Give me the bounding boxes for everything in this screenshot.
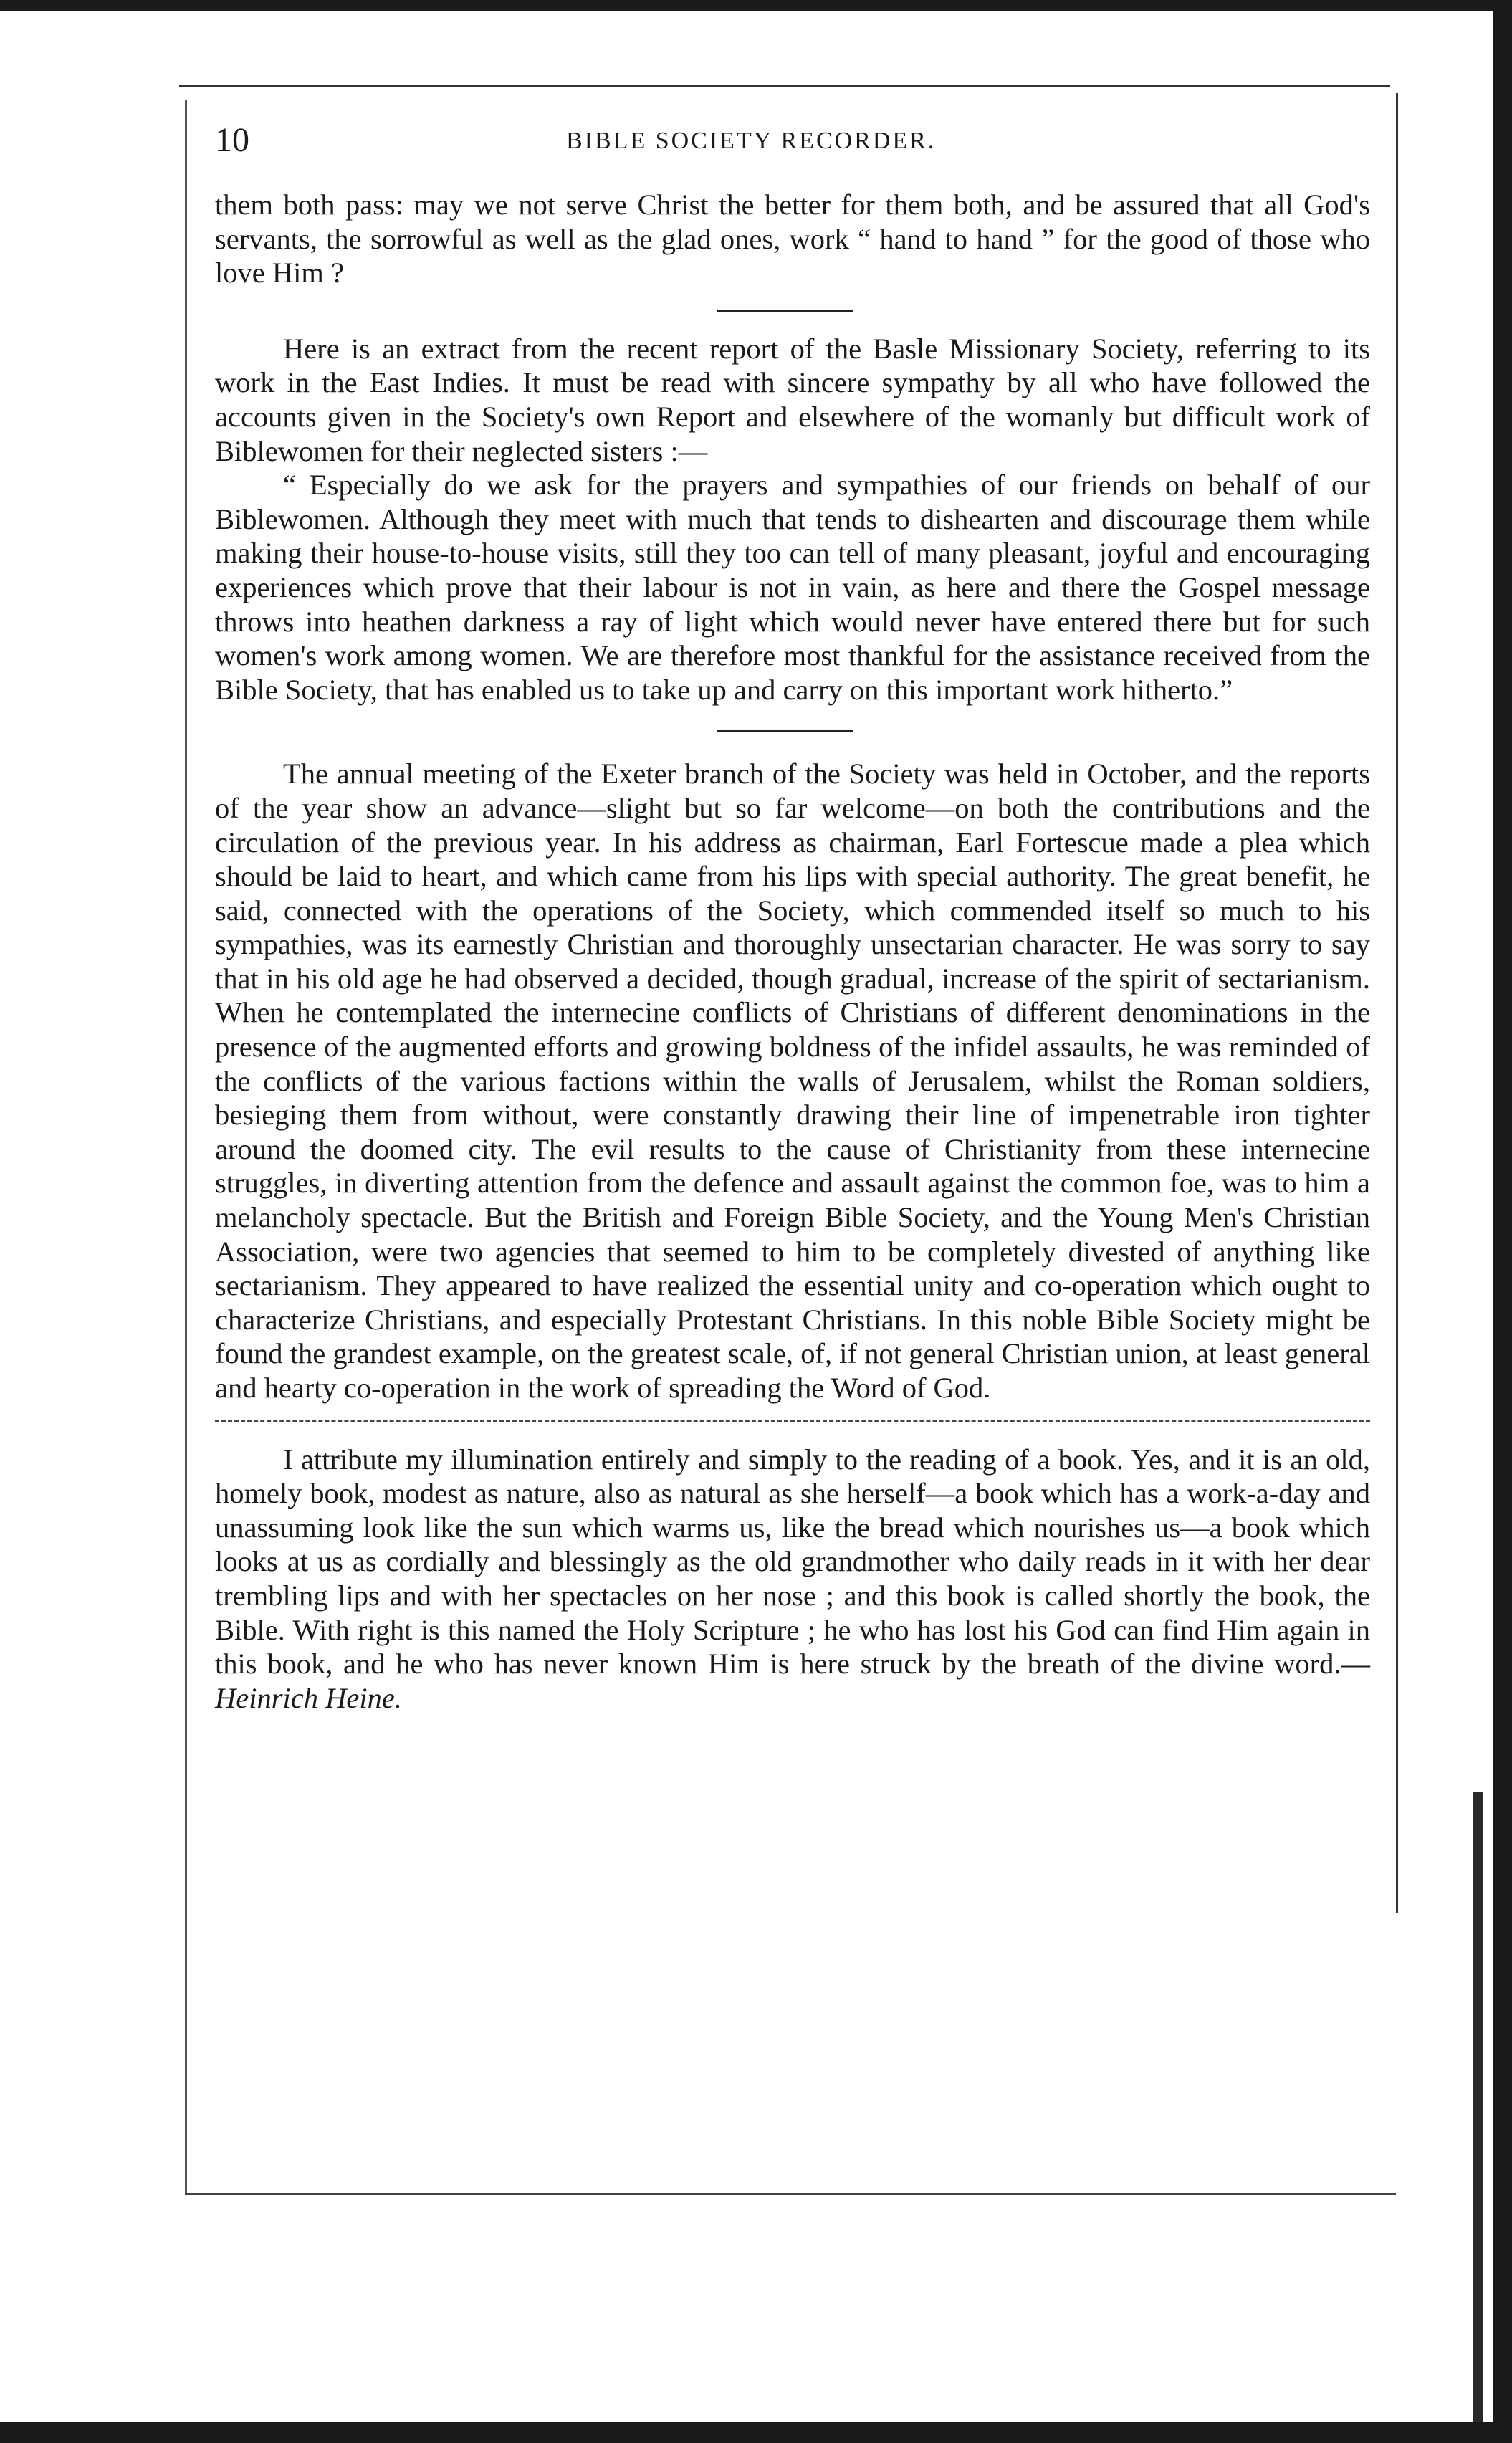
scan-edge-bottom xyxy=(0,2422,1512,2443)
frame-rule-right xyxy=(1396,93,1398,1913)
quote-attribution: Heinrich Heine. xyxy=(215,1681,402,1714)
section-break xyxy=(215,707,1370,757)
scan-edge-top xyxy=(0,0,1512,11)
section-break xyxy=(215,1405,1370,1443)
frame-rule-left xyxy=(185,100,187,2193)
text-column xyxy=(215,188,1370,1715)
paragraph-continuation: them both pass: may we not serve Christ the better for them both, and be assured that all God's servants, the sorrowful as well as the glad ones, work “ hand to hand ” for the good of those who love Him ? xyxy=(215,188,1370,290)
section-divider xyxy=(717,730,853,732)
page-number: 10 xyxy=(215,121,249,159)
paragraph-basle-intro: Here is an extract from the recent report of the Basle Missionary Society, referring to its work in the East Indies. It must be read with sincere sympathy by all who have followed the accounts given in the Society's own Report and elsewhere of the womanly but difficult work of Biblewomen for their neglected sisters :— xyxy=(215,332,1370,467)
section-divider xyxy=(215,1420,1370,1422)
frame-rule-bottom xyxy=(185,2193,1396,2195)
paragraph-basle-quote: “ Especially do we ask for the prayers and sympathies of our friends on behalf of our Biblewomen. Although they meet with much that tends to dishearten and discourage them while making their house-to-house visits, still they too can tell of many pleasant, joyful and encouraging experiences which prove that their labour is not in vain, as here and there the Gospel message throws into heathen darkness a ray of light which would never have entered there but for such women's work among women. We are therefore most thankful for the assistance received from the Bible Society, that has enabled us to take up and carry on this important work hitherto.” xyxy=(215,469,1370,706)
running-head: BIBLE SOCIETY RECORDER. xyxy=(566,128,937,154)
scan-edge-right xyxy=(1493,0,1512,2443)
quote-text: I attribute my illumination entirely and simply to the reading of a book. Yes, and it is an old, homely book, modest as nature, also as natural as she herself—a book which has a work-a-day and unassuming look like the sun which warms us, like the bread which nourishes us—a book which looks at us as cordially and blessingly as the old grandmother who daily reads in it with her dear trembling lips and with her spectacles on her nose ; and this book is called shortly the book, the Bible. With right is this named the Holy Scripture ; he who has lost his God can find Him again in this book, and he who has never known Him is here struck by the breath of the divine word.— xyxy=(215,1443,1370,1681)
scan-edge-right-inner xyxy=(1473,1792,1483,2443)
paragraph-heine-quote xyxy=(215,1443,1370,1716)
section-break xyxy=(215,290,1370,332)
section-divider xyxy=(717,310,853,312)
paragraph-exeter-meeting: The annual meeting of the Exeter branch of the Society was held in October, and the reports of the year show an advance—slight but so far welcome—on both the contributions and the circulation of the previous year. In his address as chairman, Earl Fortescue made a plea which should be laid to heart, and which came from his lips with special authority. The great benefit, he said, connected with the operations of the Society, which commended itself so much to his sympathies, was its earnestly Christian and thoroughly unsectarian character. He was sorry to say that in his old age he had observed a decided, though gradual, increase of the spirit of sectarianism. When he contemplated the internecine conflicts of Christians of different denominations in the presence of the augmented efforts and growing boldness of the infidel assaults, he was reminded of the conflicts of the various factions within the walls of Jerusalem, whilst the Roman soldiers, besieging them from without, were constantly drawing their line of impenetrable iron tighter around the doomed city. The evil results to the cause of Christianity from these internecine struggles, in diverting attention from the defence and assault against the common foe, was to him a melancholy spectacle. But the British and Foreign Bible Society, and the Young Men's Christian Association, were two agencies that seemed to him to be completely divested of anything like sectarianism. They appeared to have realized the essential unity and co-operation which ought to characterize Christians, and especially Protestant Christians. In this noble Bible Society might be found the grandest example, on the greatest scale, of, if not general Christian union, at least general and hearty co-operation in the work of spreading the Word of God. xyxy=(215,757,1370,1404)
frame-rule-top xyxy=(179,85,1390,87)
